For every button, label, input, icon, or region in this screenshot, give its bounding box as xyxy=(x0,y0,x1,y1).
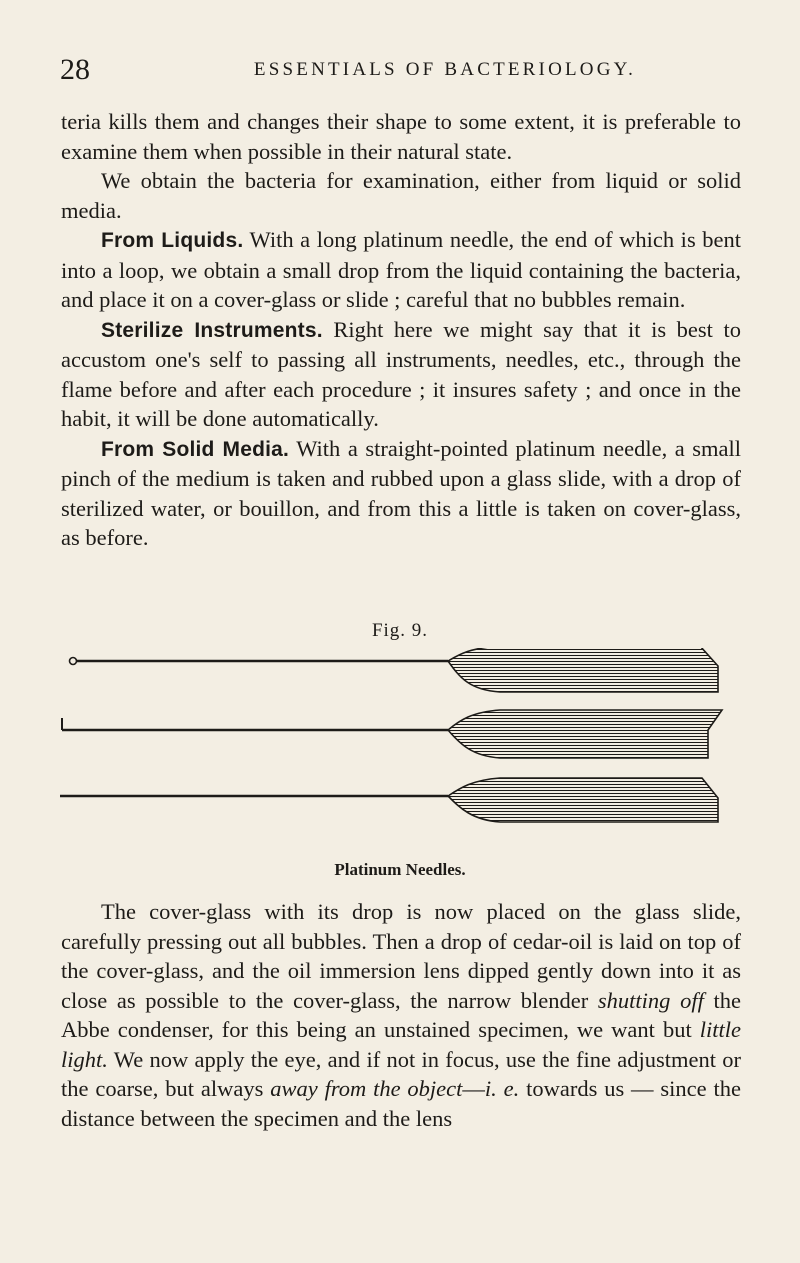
needle-hooked-tip xyxy=(62,710,722,758)
paragraph xyxy=(61,107,741,166)
running-head: ESSENTIALS OF BACTERIOLOGY. xyxy=(253,59,637,80)
paragraph-text: The cover-glass with its drop is now placed on the glass slide, carefully pressing out all bubbles. Then a drop of cedar-oil is laid on top of the cover-glass, and the oil immersion lens dipped gently down into it as close as possible to the cover-glass, the narrow blender xyxy=(61,899,741,1013)
paragraph-text: — xyxy=(462,1076,485,1101)
emphasis: away from the object xyxy=(270,1076,463,1101)
paragraph-text: teria kills them and changes their shape to some extent, it is preferable to examine them when possible in their natural state. xyxy=(61,109,741,164)
figure-label: Fig. 9. xyxy=(371,620,429,641)
emphasis: i. e. xyxy=(484,1076,520,1101)
needle-straight-tip xyxy=(60,778,718,822)
paragraph-text: towards us — since the distance between the specimen and the lens xyxy=(61,1076,741,1131)
paragraph-from-liquids xyxy=(61,225,741,315)
paragraph-text: With a straight-pointed platinum needle, a small pinch of the medium is taken and rubbed upon a glass slide, with a drop of sterilized water, or bouillon, and from this a little is taken on cover-glass, as before. xyxy=(61,435,742,550)
needle-loop-tip xyxy=(70,648,719,692)
emphasis: shutting off xyxy=(597,987,704,1013)
figure-caption: Platinum Needles. xyxy=(334,860,466,879)
run-in-heading: From Solid Media. xyxy=(101,437,290,461)
platinum-needles-illustration xyxy=(60,648,740,863)
body-text-bottom xyxy=(61,897,741,1133)
page-header xyxy=(60,50,760,90)
body-text-top xyxy=(61,107,741,553)
paragraph-text: the Abbe condenser, for this being an unstained specimen, we want but xyxy=(61,987,741,1042)
run-in-heading: From Liquids. xyxy=(101,229,244,252)
paragraph-text: With a long platinum needle, the end of which is bent into a loop, we obtain a small drop from the liquid containing the bacteria, and place it on a cover-glass or slide ; careful that no bubbles remain. xyxy=(61,227,741,312)
paragraph-text: We obtain the bacteria for examination, either from liquid or solid media. xyxy=(61,168,741,223)
page-number: 28 xyxy=(60,53,90,86)
paragraph-text: We now apply the eye, and if not in focus, use the fine adjustment or the coarse, but always xyxy=(61,1046,741,1101)
paragraph-from-solid-media xyxy=(61,434,741,553)
paragraph-cover-glass xyxy=(61,897,741,1133)
emphasis: little light. xyxy=(61,1017,741,1072)
paragraph-sterilize-instruments xyxy=(61,315,741,434)
paragraph xyxy=(61,166,741,225)
paragraph-text: Right here we might say that it is best to accustom one's self to passing all instruments, needles, etc., through the flame before and after each procedure ; it insures safety ; and once in the habit, it will be done automatically. xyxy=(61,316,741,431)
run-in-heading: Sterilize Instruments. xyxy=(101,318,323,342)
